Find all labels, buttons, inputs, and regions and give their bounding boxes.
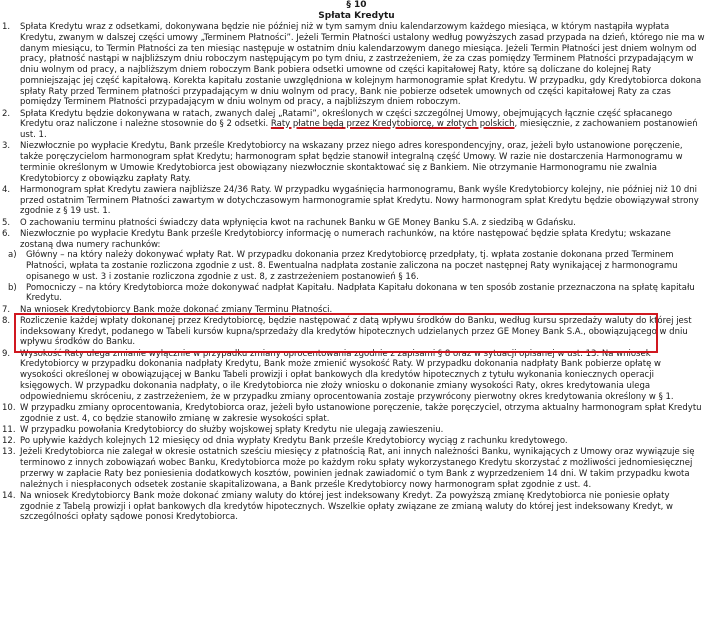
subclause-6-2 <box>0 283 713 305</box>
clause-text: Harmonogram spłat Kredytu zawiera najbliższe 24/36 Raty. W przypadku wygaśnięcia harmonogramu, Bank wyśle Kredytobiorcy kolejny, nie później niż 10 dni przed ostatnim Terminem Płatności zawartym w dotychczasowym harmonogramie spłat Kredytu. Nowy harmonogram spłat Kredytu będzie obowiązywał strony zgodnie z § 19 ust. 1. <box>20 184 699 217</box>
clause-text: Spłata Kredytu wraz z odsetkami, dokonywana będzie nie później niż w tym samym dniu kalendarzowym każdego miesiąca, w którym nastąpiła wypłata Kredytu, zwanym w dalszej części umowy „Terminem Płatności”. Jeżeli Termin Płatności ustalony według powyższych zasad przypada na dzień, którego nie ma w danym miesiącu, to Termin Płatności za ten miesiąc następuje w ostatnim dniu kalendarzowym danego miesiąca. Jeżeli Termin Płatności jest dniem wolnym od pracy, płatność nastąpi w najbliższym dniu roboczym następującym po tym dniu, z zastrzeżeniem, że za czas pomiędzy Terminem Płatności przypadającym w dniu wolnym od pracy, a najbliższym dniem roboczym Bank pobiera odsetki umowne od części kapitałowej Raty, które są doliczane do kolejnej Raty pomniejszając jej część kapitałową. Korekta kapitału zostanie uwzględniona w kolejnym harmonogramie spłat Kredytu. W przypadku, gdy Kredytobiorca dokona spłaty Raty przed Terminem płatności przypadającym w dniu wolnym od pracy, Bank nie pobierze odsetek umownych od części kapitałowej Raty za czas pomiędzy Terminem Płatności przypadającym w dniu wolnym od pracy, a najbliższym dniem roboczym. <box>20 22 705 108</box>
clause-text: W przypadku zmiany oprocentowania, Kredytobiorca oraz, jeżeli było ustanowione poręczenie, także poręczyciel, otrzyma aktualny harmonogram spłat Kredytu zgodnie z ust. 4, co będzie stanowiło zmianę w zakresie wysokości spłat. <box>20 402 702 424</box>
subclause-letter: b) <box>8 282 17 293</box>
clause-number: 10. <box>2 402 16 413</box>
clause-list <box>0 22 713 524</box>
clause-text: Wysokość Raty ulega zmianie wyłącznie w przypadku zmiany oprocentowania zgodnie z zapisami § 8 oraz w sytuacji opisanej w ust. 13. Na wniosek Kredytobiorcy w przypadku dokonania nadpłaty Kredytu, Bank może zmienić wysokość Raty. W przypadku dokonania nadpłaty Bank pobierze opłatę w wysokości określonej w obowiązującej w Banku Tabeli prowizji i opłat bankowych dla kredytów hipotecznych z tytułu wykonania koniecznych operacji księgowych. W przypadku dokonania nadpłaty, o ile Kredytobiorca nie złoży wniosku o dokonanie zmiany wysokości Raty, okres kredytowania ulega odpowiedniemu skróceniu, z zastrzeżeniem, że w przypadku zmiany oprocentowania zostaje przywrócony pierwotny okres kredytowania określony w § 1. <box>20 348 674 402</box>
section-title: Spłata Kredytu <box>318 11 395 21</box>
clause-number: 6. <box>2 228 11 239</box>
clause-number: 1. <box>2 22 11 32</box>
subclause-text: Główny – na który należy dokonywać wpłaty Rat. W przypadku dokonania przez Kredytobiorcę przedpłaty, tj. wpłata zostanie dokonana przed Terminem Płatności, wpłata ta zostanie rozliczona zgodnie z ust. 8. Ewentualna nadpłata zostanie zaliczona na poczet następnej Raty wynikającej z harmonogramu opisanego w ust. 3 i zostanie rozliczona zgodnie z ust. 8, z zastrzeżeniem postanowień § 16. <box>26 250 678 282</box>
clause-number: 13. <box>2 447 16 458</box>
clause-number: 8. <box>2 315 11 326</box>
clause-6 <box>0 229 713 251</box>
clause-number: 5. <box>2 217 11 228</box>
clause-1 <box>0 22 713 108</box>
clause-text-before: Spłata Kredytu będzie dokonywana w ratach, zwanych dalej „Ratami”, określonych w części szczególnej Umowy, obejmujących łącznie część spłacanego Kredytu oraz naliczone i należne stosownie do § 2 odsetki. <box>20 108 673 130</box>
clause-8 <box>0 316 713 348</box>
clause-text: Na wniosek Kredytobiorcy Bank może dokonać zmiany waluty do której jest indeksowany Kredyt. Za powyższą zmianę Kredytobiorca nie poniesie opłaty zgodnie z Tabelą prowizji i opłat bankowych dla kredytów hipotecznych. Wszelkie opłaty związane ze zmianą waluty do której jest indeksowany Kredyt, w szczególności opłaty sądowe ponosi Kredytobiorca. <box>20 490 674 523</box>
clause-number: 11. <box>2 424 16 435</box>
section-number: § 10 <box>346 0 367 10</box>
clause-number: 12. <box>2 436 16 446</box>
clause-10 <box>0 403 713 425</box>
clause-text: Rozliczenie każdej wpłaty dokonanej przez Kredytobiorcę, będzie następować z datą wpływu środków do Banku, według kursu sprzedaży waluty do której jest indeksowany Kredyt, podanego w Tabeli kursów kupna/sprzedaży dla kredytów hipotecznych udzielanych przez GE Money Bank S.A., obowiązującego w dniu wpływu środków do Banku. <box>20 315 692 348</box>
underlined-phrase: Raty płatne będą przez Kredytobiorcę, w złotych polskich <box>270 119 515 130</box>
clause-text: W przypadku powołania Kredytobiorcy do służby wojskowej spłaty Kredytu nie ulegają zawieszeniu. <box>20 424 444 435</box>
clause-2 <box>0 109 713 141</box>
clause-4 <box>0 185 713 217</box>
clause-12 <box>0 436 713 447</box>
clause-number: 2. <box>2 108 11 119</box>
clause-text: Na wniosek Kredytobiorcy Bank może dokonać zmiany Terminu Płatności. <box>20 304 333 315</box>
clause-number: 7. <box>2 304 11 315</box>
clause-text-after: , miesięcznie, z zachowaniem postanowień ust. 1. <box>20 119 698 140</box>
clause-text: Jeżeli Kredytobiorca nie zalegał w okresie ostatnich sześciu miesięcy z płatnością Rat, ani innych należności Banku, wynikających z Umowy oraz wywiązuje się terminowo z innych zobowiązań wobec Banku, Kredytobiorca może po każdym roku spłaty wykorzystanego Kredytu skorzystać z możliwości jednomiesięcznej przerwy w zapłacie Raty bez poniesienia dodatkowych kosztów, powinien jednak zawiadomić o tym Bank z wyprzedzeniem 14 dni. W takim przypadku kwota należnych i niespłaconych odsetek zostanie skapitalizowana, a Bank prześle Kredytobiorcy nowy harmonogram spłat zgodnie z ust. 4. <box>20 447 695 490</box>
clause-text: O zachowaniu terminu płatności świadczy data wpłynięcia kwot na rachunek Banku w GE Money Banku S.A. z siedzibą w Gdańsku. <box>20 217 576 228</box>
clause-11 <box>0 425 713 436</box>
subclause-text: Pomocniczy – na który Kredytobiorca może dokonywać nadpłat Kapitału. Nadpłata Kapitału dokonana w ten sposób zostanie przeznaczona na spłatę kapitału Kredytu. <box>26 282 695 304</box>
clause-text: Niezwłocznie po wypłacie Kredytu, Bank prześle Kredytobiorcy na wskazany przez niego adres korespondencyjny, oraz, jeżeli było ustanowione poręczenie, także poręczycielom harmonogram spłat Kredytu; harmonogram spłat będzie stanowił integralną część Umowy. W razie nie dostarczenia Harmonogramu w terminie określonym w Umowie Kredytobiorca jest obowiązany niezwłocznie skontaktować się z Bankiem. Nie otrzymanie Harmonogramu nie zwalnia Kredytobiorcy z obowiązku zapłaty Raty. <box>20 141 683 184</box>
subclause-6-1 <box>0 250 713 282</box>
clause-number: 14. <box>2 490 16 501</box>
clause-text: Po upływie każdych kolejnych 12 miesięcy od dnia wypłaty Kredytu Bank prześle Kredytobiorcy wyciąg z rachunku kredytowego. <box>20 436 568 446</box>
clause-number: 3. <box>2 141 11 152</box>
clause-7 <box>0 305 713 316</box>
clause-text <box>20 109 705 141</box>
clause-3 <box>0 141 713 184</box>
clause-text: Niezwłocznie po wypłacie Kredytu Bank prześle Kredytobiorcy informację o numerach rachunków, na które następować będzie spłata Kredytu; wskazane zostaną dwa numery rachunków: <box>20 228 671 250</box>
clause-number: 4. <box>2 184 11 195</box>
clause-13 <box>0 447 713 490</box>
subclause-letter: a) <box>8 250 17 261</box>
clause-9 <box>0 349 713 403</box>
clause-14 <box>0 491 713 523</box>
clause-number: 9. <box>2 348 11 359</box>
clause-5 <box>0 218 713 229</box>
